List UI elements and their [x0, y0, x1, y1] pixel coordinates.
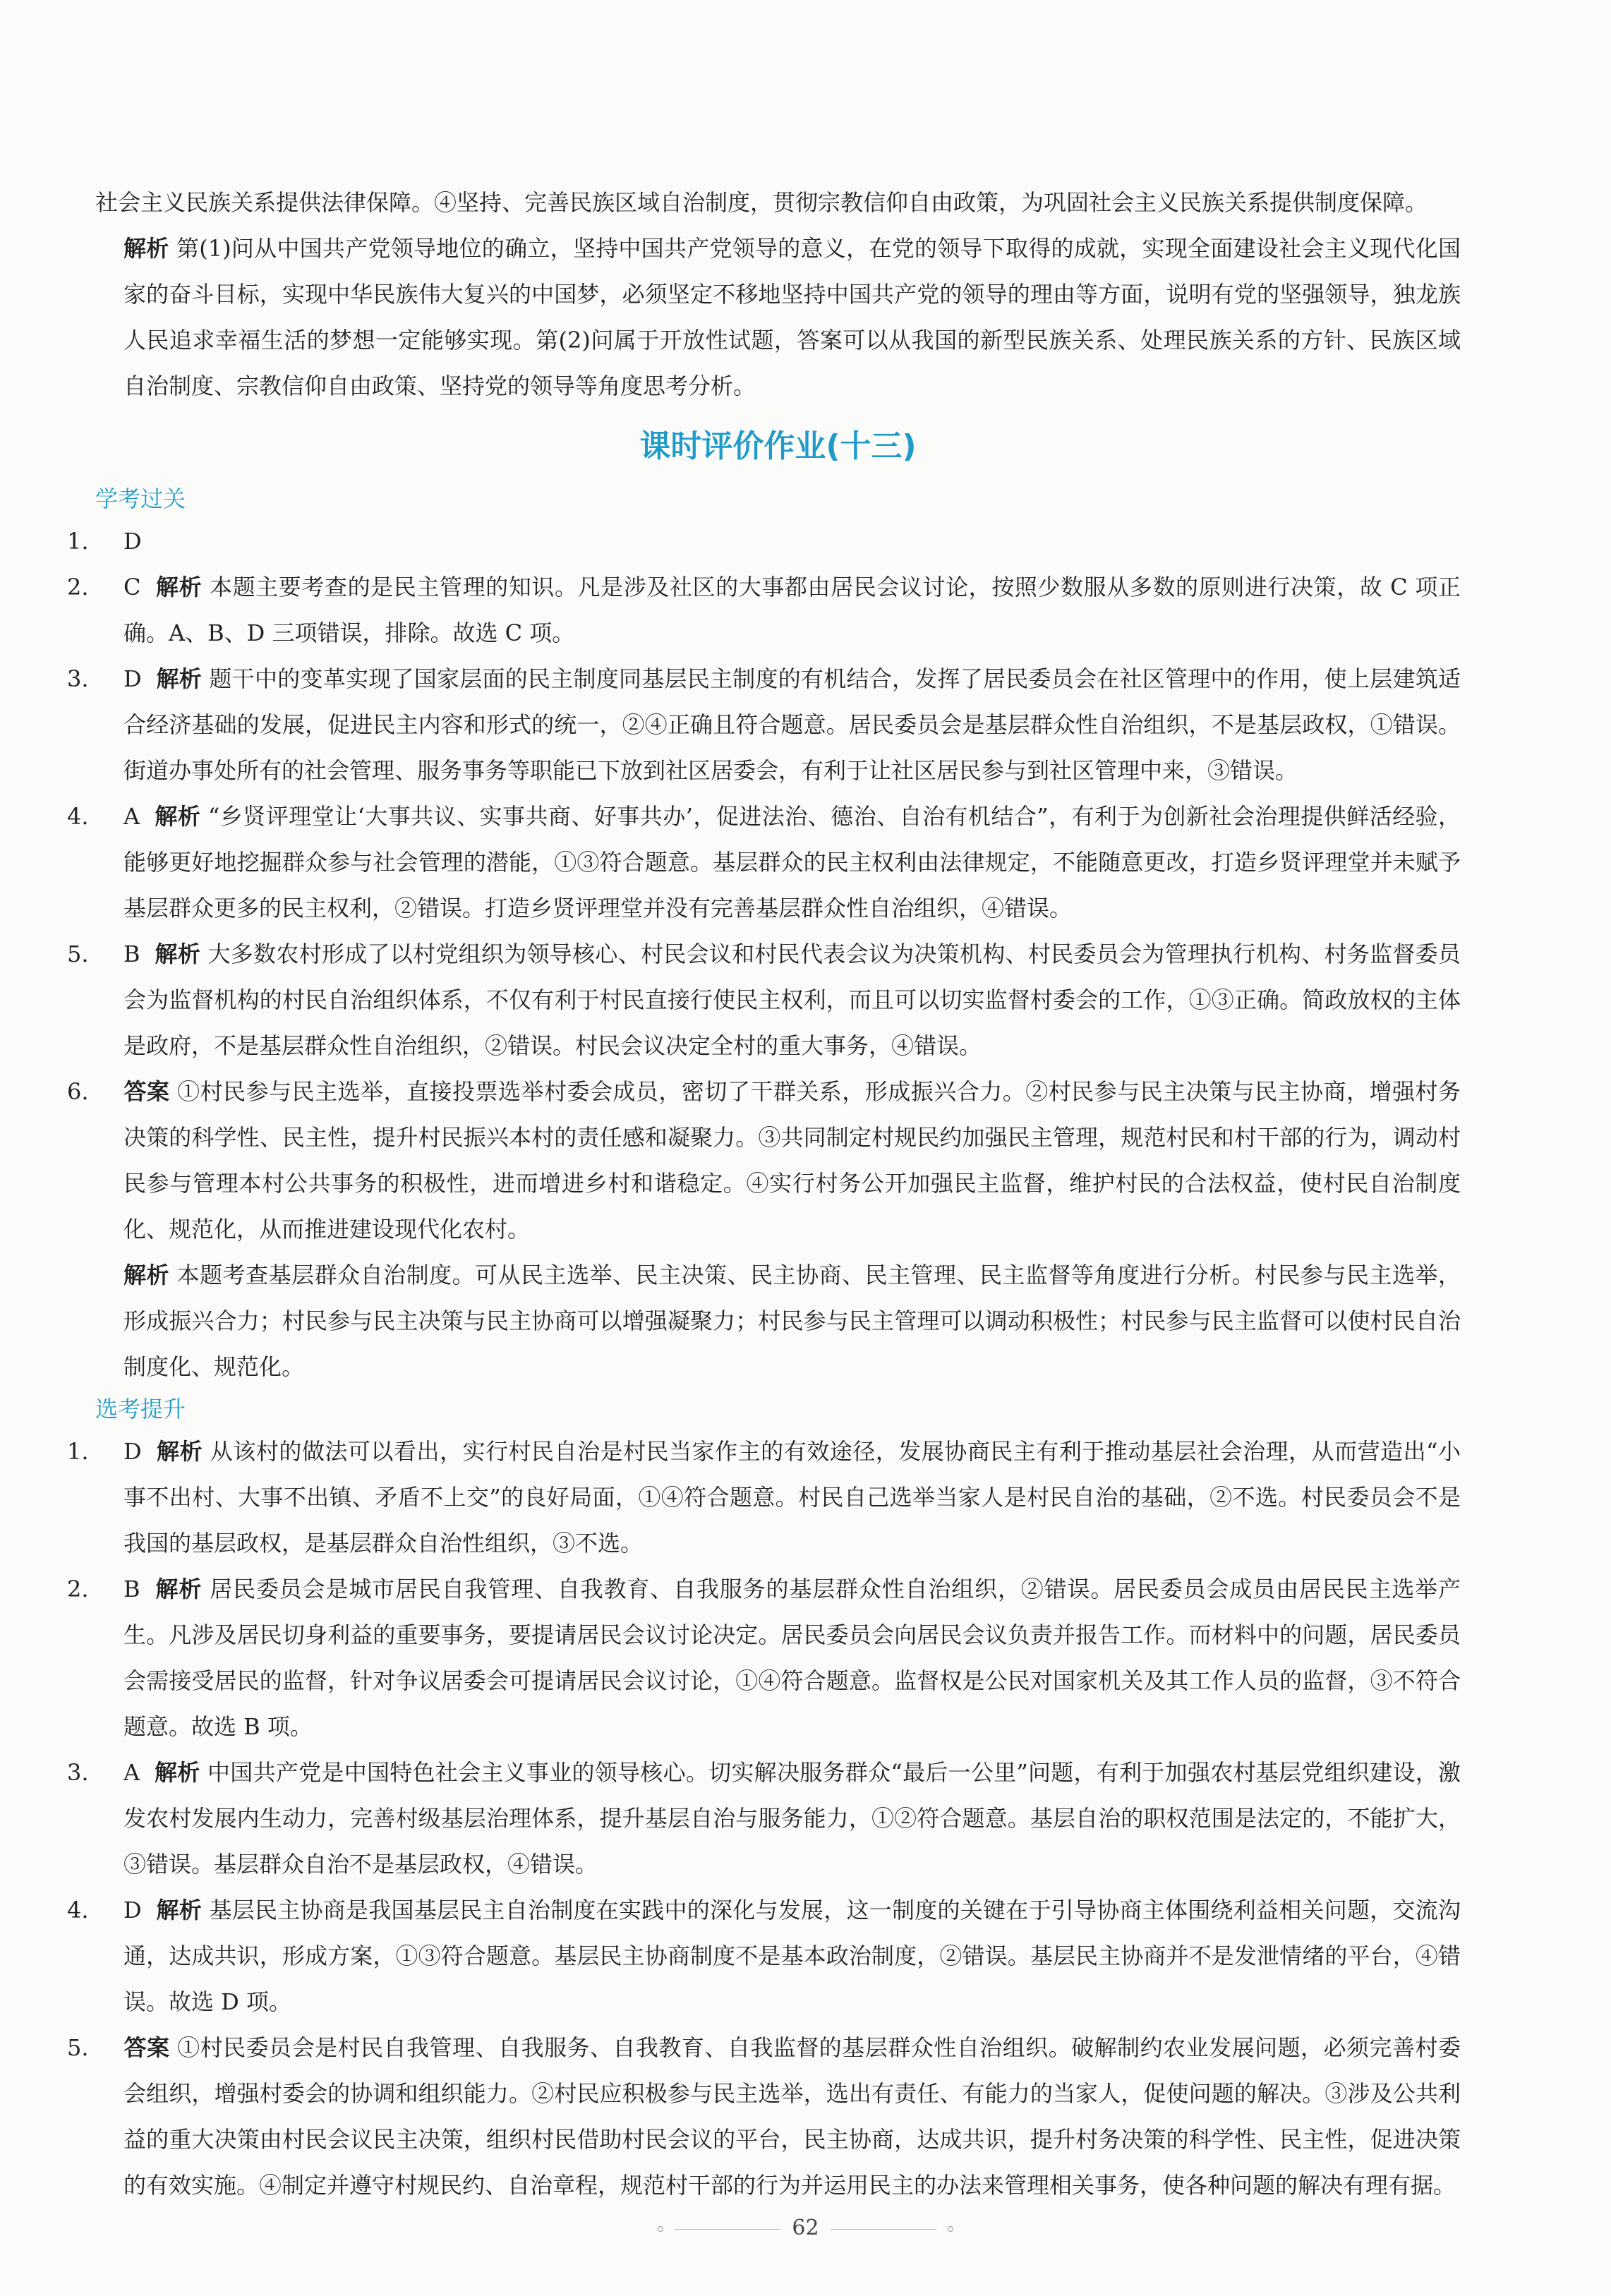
- analysis-label: 解析: [123, 235, 169, 262]
- analysis-text: 本题主要考查的是民主管理的知识。凡是涉及社区的大事都由居民会议讨论，按照少数服从多数的原则进行决策，故 C 项正确。A、B、D 三项错误，排除。故选 C 项。: [123, 574, 1461, 646]
- analysis-text: 从该村的做法可以看出，实行村民自治是村民当家作主的有效途径，发展协商民主有利于推动基层社会治理，从而营造出“小事不出村、大事不出镇、矛盾不上交”的良好局面，①④符合题意。村民自己选举当家人是村民自治的基础，②不选。村民委员会不是我国的基层政权，是基层群众自治性组织，③不选。: [123, 1438, 1461, 1557]
- analysis-text: 本题考查基层群众自治制度。可从民主选举、民主决策、民主协商、民主管理、民主监督等角度进行分析。村民参与民主选举，形成振兴合力；村民参与民主决策与民主协商可以增强凝聚力；村民参与民主管理可以调动积极性；村民参与民主监督可以使村民自治制度化、规范化。: [123, 1262, 1461, 1380]
- analysis-label: 解析: [156, 574, 203, 600]
- analysis-text: 基层民主协商是我国基层民主自治制度在实践中的深化与发展，这一制度的关键在于引导协商主体围绕利益相关问题，交流沟通，达成共识，形成方案，①③符合题意。基层民主协商制度不是基本政治制度，②错误。基层民主协商并不是发泄情绪的平台，④错误。故选 D 项。: [123, 1897, 1461, 2015]
- answer-label: 答案: [123, 1078, 170, 1105]
- list-item: [67, 519, 1461, 564]
- list-item: [67, 1750, 1461, 1887]
- analysis-label: 解析: [123, 1262, 169, 1288]
- item-answer: A: [123, 1759, 140, 1786]
- analysis-label: 解析: [155, 1759, 200, 1786]
- list-item: [67, 931, 1461, 1069]
- analysis-text: 居民委员会是城市居民自我管理、自我教育、自我服务的基层群众性自治组织，②错误。居民委员会成员由居民民主选举产生。凡涉及居民切身利益的重要事务，要提请居民会议讨论决定。居民委员会向居民会议负责并报告工作。而材料中的问题，居民委员会需接受居民的监督，针对争议居委会可提请居民会议讨论，①④符合题意。监督权是公民对国家机关及其工作人员的监督，③不符合题意。故选 B 项。: [123, 1576, 1461, 1740]
- item-answer: B: [123, 941, 140, 967]
- item-answer: D: [123, 1438, 142, 1465]
- footer-ornament-right-dot: [948, 2226, 953, 2232]
- analysis-text: “乡贤评理堂让‘大事共议、实事共商、好事共办’，促进法治、德治、自治有机结合”，有利于为创新社会治理提供鲜活经验，能够更好地挖掘群众参与社会管理的潜能，①③符合题意。基层群众的民主权利由法律规定，不能随意更改，打造乡贤评理堂并未赋予基层群众更多的民主权利，②错误。打造乡贤评理堂并没有完善基层群众性自治组织，④错误。: [123, 803, 1461, 922]
- item-answer: C: [123, 574, 141, 600]
- page-title: 课时评价作业(十三): [639, 428, 917, 464]
- item-number: 1.: [67, 1438, 89, 1465]
- analysis-text: 大多数农村形成了以村党组织为领导核心、村民会议和村民代表会议为决策机构、村民委员会为管理执行机构、村务监督委员会为监督机构的村民自治组织体系，不仅有利于村民直接行使民主权利，而且可以切实监督村委会的工作，①③正确。简政放权的主体是政府，不是基层群众性自治组织，②错误。村民会议决定全村的重大事务，④错误。: [123, 941, 1461, 1059]
- list-item: [67, 656, 1461, 794]
- section-heading-xuekao: 学考过关: [95, 485, 186, 512]
- top-analysis: [95, 226, 1461, 409]
- q6-analysis: [95, 1252, 1461, 1390]
- item-number: 2.: [67, 574, 89, 600]
- list-item: [67, 564, 1461, 656]
- answer-label: 答案: [123, 2034, 170, 2061]
- item-number: 3.: [67, 665, 89, 692]
- item-answer: D: [123, 528, 142, 555]
- list-item: [67, 1069, 1461, 1252]
- list-item: [67, 2025, 1461, 2209]
- footer-divider-left: [675, 2229, 780, 2230]
- list-item: [67, 794, 1461, 931]
- item-number: 1.: [67, 528, 89, 555]
- analysis-label: 解析: [155, 803, 201, 830]
- section-heading-xuankao: 选考提升: [95, 1396, 186, 1422]
- analysis-text: 第(1)问从中国共产党领导地位的确立，坚持中国共产党领导的意义，在党的领导下取得的成就，实现全面建设社会主义现代化国家的奋斗目标，实现中华民族伟大复兴的中国梦，必须坚定不移地坚持中国共产党的领导的理由等方面，说明有党的坚强领导，独龙族人民追求幸福生活的梦想一定能够实现。第(2)问属于开放性试题，答案可以从我国的新型民族关系、处理民族关系的方针、民族区域自治制度、宗教信仰自由政策、坚持党的领导等角度思考分析。: [123, 235, 1461, 399]
- item-answer: B: [123, 1576, 140, 1602]
- item-number: 3.: [67, 1759, 89, 1786]
- analysis-label: 解析: [155, 941, 201, 967]
- analysis-label: 解析: [155, 1576, 203, 1602]
- answer-tail: [95, 180, 1461, 226]
- analysis-label: 解析: [157, 1438, 203, 1465]
- list-item: [67, 1566, 1461, 1750]
- item-number: 5.: [67, 2034, 89, 2061]
- item-number: 6.: [67, 1078, 89, 1105]
- page-content: [67, 180, 1461, 2209]
- footer-ornament-left-dot: [658, 2226, 663, 2232]
- list-item: [67, 1429, 1461, 1566]
- item-answer: D: [123, 665, 142, 692]
- item-answer: A: [123, 803, 140, 830]
- analysis-text: 中国共产党是中国特色社会主义事业的领导核心。切实解决服务群众“最后一公里”问题，有利于加强农村基层党组织建设，激发农村发展内生动力，完善村级基层治理体系，提升基层自治与服务能力，①②符合题意。基层自治的职权范围是法定的，不能扩大，③错误。基层群众自治不是基层政权，④错误。: [123, 1759, 1461, 1878]
- footer-divider-right: [831, 2229, 936, 2230]
- item-number: 5.: [67, 941, 89, 967]
- page-footer: [0, 2216, 1611, 2240]
- answer-text: ①村民委员会是村民自我管理、自我服务、自我教育、自我监督的基层群众性自治组织。破解制约农业发展问题，必须完善村委会组织，增强村委会的协调和组织能力。②村民应积极参与民主选举，选出有责任、有能力的当家人，促使问题的解决。③涉及公共利益的重大决策由村民会议民主决策，组织村民借助村民会议的平台，民主协商，达成共识，提升村务决策的科学性、民主性，促进决策的有效实施。④制定并遵守村规民约、自治章程，规范村干部的行为并运用民主的办法来管理相关事务，使各种问题的解决有理有据。: [123, 2034, 1461, 2199]
- analysis-label: 解析: [156, 665, 203, 692]
- page-number: 62: [792, 2216, 819, 2240]
- item-number: 2.: [67, 1576, 89, 1602]
- answer-tail-text: 社会主义民族关系提供法律保障。④坚持、完善民族区域自治制度，贯彻宗教信仰自由政策，为巩固社会主义民族关系提供制度保障。: [95, 189, 1428, 216]
- analysis-label: 解析: [156, 1897, 203, 1923]
- item-number: 4.: [67, 803, 89, 830]
- item-answer: D: [123, 1897, 142, 1923]
- answer-text: ①村民参与民主选举，直接投票选举村委会成员，密切了干群关系，形成振兴合力。②村民参与民主决策与民主协商，增强村务决策的科学性、民主性，提升村民振兴本村的责任感和凝聚力。③共同制定村规民约加强民主管理，规范村民和村干部的行为，调动村民参与管理本村公共事务的积极性，进而增进乡村和谐稳定。④实行村务公开加强民主监督，维护村民的合法权益，使村民自治制度化、规范化，从而推进建设现代化农村。: [123, 1078, 1461, 1243]
- analysis-text: 题干中的变革实现了国家层面的民主制度同基层民主制度的有机结合，发挥了居民委员会在社区管理中的作用，使上层建筑适合经济基础的发展，促进民主内容和形式的统一，②④正确且符合题意。居民委员会是基层群众性自治组织，不是基层政权，①错误。街道办事处所有的社会管理、服务事务等职能已下放到社区居委会，有利于让社区居民参与到社区管理中来，③错误。: [123, 665, 1461, 784]
- item-number: 4.: [67, 1897, 89, 1923]
- list-item: [67, 1887, 1461, 2025]
